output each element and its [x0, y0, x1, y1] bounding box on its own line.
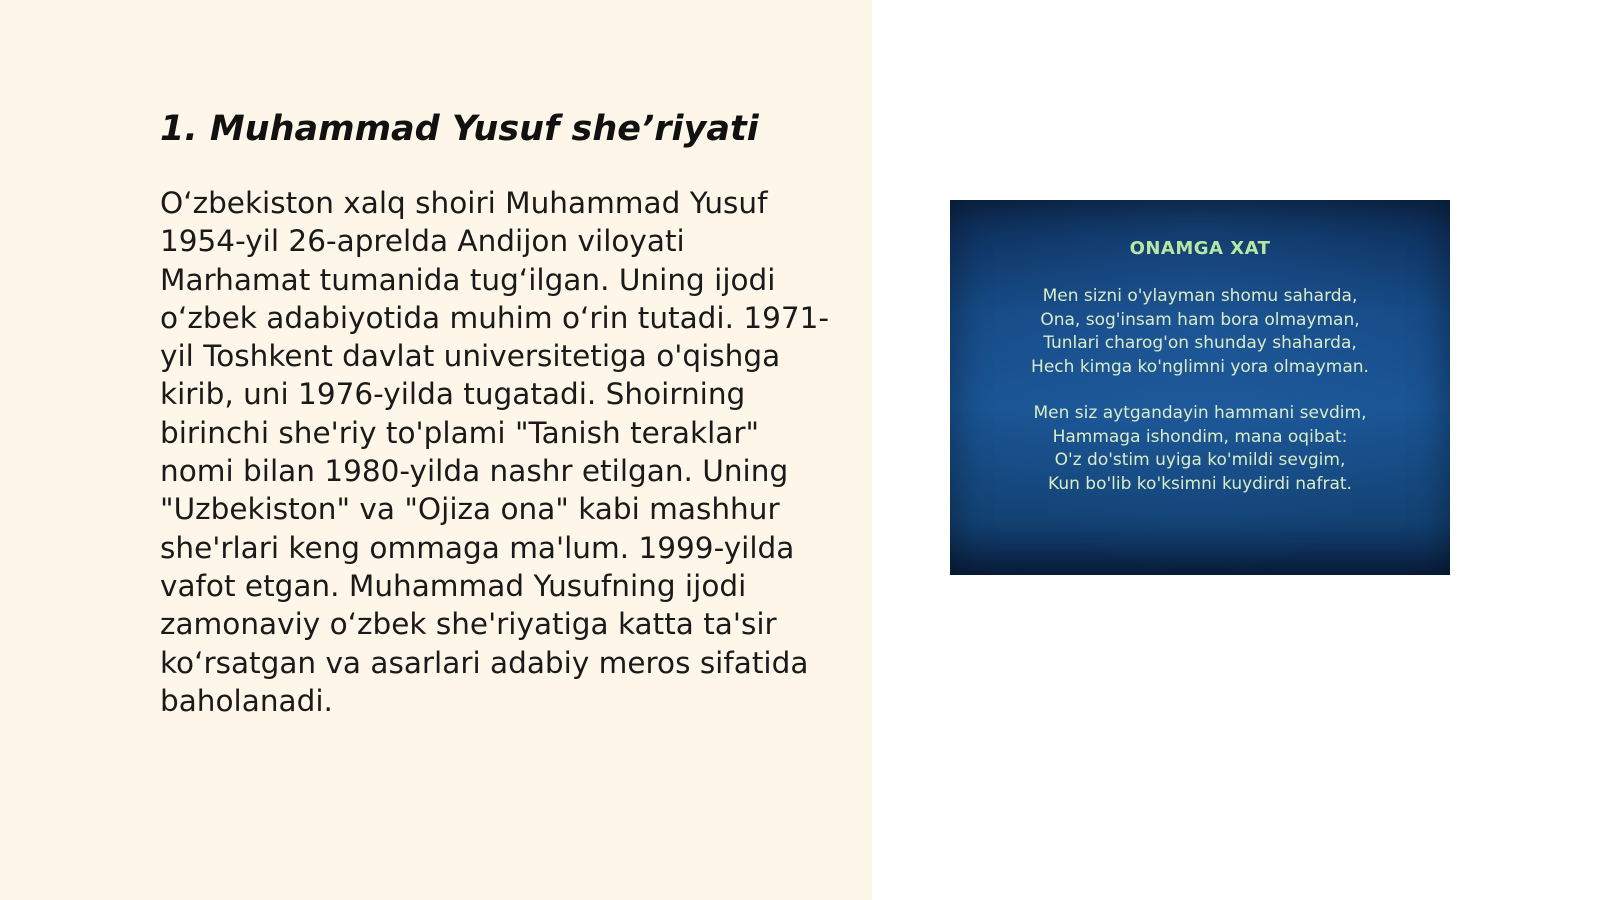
- poem-line: Hammaga ishondim, mana oqibat:: [1052, 426, 1348, 447]
- poem-line: Ona, sog'insam ham bora olmayman,: [1040, 309, 1360, 330]
- poem-line: Hech kimga ko'nglimni yora olmayman.: [1031, 356, 1369, 377]
- poem-line: Kun bo'lib ko'ksimni kuydirdi nafrat.: [1048, 473, 1352, 494]
- poem-line: Men sizni o'ylayman shomu saharda,: [1042, 286, 1358, 306]
- poem-line: Tunlari charog'on shunday shaharda,: [1043, 333, 1357, 353]
- biography-paragraph: O‘zbekiston xalq shoiri Muhammad Yusuf 1954-yil 26-aprelda Andijon viloyati Marhamat tumanida tug‘ilgan. Uning ijodi o‘zbek adabiyotida muhim o‘rin tutadi. 1971-yil Toshkent davlat universitetiga o'qishga kirib, uni 1976-yilda tugatadi. Shoirning birinchi she'riy to'plami "Tanish teraklar" nomi bilan 1980-yilda nashr etilgan. Uning "Uzbekiston" va "Ojiza ona" kabi mashhur she'rlari keng ommaga ma'lum. 1999-yilda vafot etgan. Muhammad Yusufning ijodi zamonaviy o‘zbek she'riyatiga katta ta'sir ko‘rsatgan va asarlari adabiy meros sifatida baholanadi.: [160, 186, 830, 718]
- poem-stanza-1: [950, 285, 1450, 379]
- slide-title: 1. Muhammad Yusuf she’riyati: [160, 109, 759, 149]
- poem-image: [950, 200, 1450, 575]
- poem-stanza-2: [950, 402, 1450, 496]
- poem-line: Men siz aytgandayin hammani sevdim,: [1033, 403, 1367, 423]
- poem-title: ONAMGA XAT: [1129, 238, 1271, 259]
- poem-line: O'z do'stim uyiga ko'mildi sevgim,: [1054, 450, 1346, 470]
